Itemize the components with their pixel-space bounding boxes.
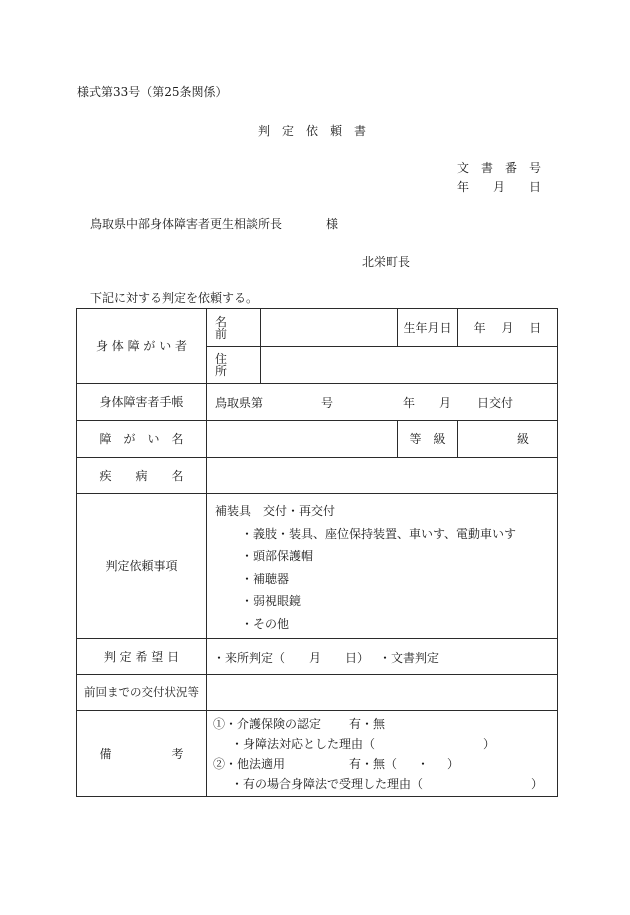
remarks-care-insurance: ①・介護保険の認定 [213, 717, 322, 731]
disease-row [77, 458, 558, 494]
request-item-assistive-device: 補装具 交付・再交付 [215, 504, 336, 518]
handbook-month: 月 [439, 396, 452, 410]
history-row [77, 675, 558, 711]
request-items-label: 判定依頼事項 [77, 494, 207, 639]
birth-date-label: 生年月日 [398, 309, 458, 347]
sender: 北栄町長 [362, 255, 411, 269]
birth-date-field[interactable]: 年 月 日 [458, 309, 558, 347]
document-title: 判 定 依 頼 書 [258, 124, 367, 138]
disease-name-field[interactable] [207, 458, 558, 494]
remarks-line-3 [213, 754, 557, 774]
issuance-history-field[interactable] [207, 675, 558, 711]
remarks-field[interactable] [207, 711, 558, 797]
handbook-label: 身体障害者手帳 [77, 384, 207, 421]
request-item-prosthesis: ・義肢・装具、座位保持装置、車いす、電動車いす [241, 526, 517, 541]
desired-date-field[interactable] [207, 639, 558, 675]
request-item-hearing-aid: ・補聴器 [241, 571, 290, 586]
request-row [77, 494, 558, 639]
disability-name-field[interactable] [207, 421, 398, 458]
grade-field[interactable] [458, 421, 558, 458]
remarks-other-law-separator: ・ [417, 757, 430, 771]
request-item-other: ・その他 [241, 616, 290, 631]
name-field[interactable] [261, 309, 398, 347]
addressee: 鳥取県中部身体障害者更生相談所長 [90, 217, 283, 231]
remarks-row [77, 711, 558, 797]
request-item-head-protector: ・頭部保護帽 [241, 549, 314, 564]
remarks-accepted-reason-label: ・有の場合身障法で受理した理由（ [231, 777, 424, 791]
desired-document-option: ・文書判定 [379, 651, 440, 665]
address-label: 住 所 [207, 347, 261, 384]
handbook-field[interactable] [207, 384, 558, 421]
handbook-row [77, 384, 558, 421]
remarks-line-2 [213, 734, 557, 754]
handbook-issued: 日交付 [477, 396, 514, 410]
desired-date-row [77, 639, 558, 675]
remarks-care-insurance-choice: 有・無 [349, 717, 386, 731]
remarks-label: 備 考 [77, 711, 207, 797]
disability-name-label: 障 が い 名 [77, 421, 207, 458]
honorific: 様 [326, 217, 339, 231]
remarks-other-law: ②・他法適用 [213, 757, 286, 771]
remarks-reason-label: ・身障法対応とした理由（ [231, 737, 376, 751]
desired-visit-option: ・来所判定（ 月 日） [213, 651, 370, 665]
disabled-person-label: 身 体 障 が い 者 [77, 309, 207, 384]
remarks-reason-close: ） [483, 737, 496, 751]
document-number-label: 文 書 番 号 [457, 161, 542, 175]
issuance-history-label: 前回までの交付状況等 [77, 675, 207, 711]
intro-text: 下記に対する判定を依頼する。 [90, 291, 259, 305]
desired-date-label: 判 定 希 望 日 [77, 639, 207, 675]
grade-label: 等 級 [398, 421, 458, 458]
address-field[interactable] [261, 347, 558, 384]
remarks-line-1 [213, 714, 557, 734]
request-form-table [76, 308, 558, 797]
handbook-year: 年 [403, 396, 416, 410]
name-label: 名 前 [207, 309, 261, 347]
disability-row [77, 421, 558, 458]
disease-name-label: 疾 病 名 [77, 458, 207, 494]
remarks-accepted-reason-close: ） [531, 777, 544, 791]
remarks-line-4 [213, 774, 557, 794]
remarks-other-law-close: ） [447, 757, 460, 771]
date-line: 年 月 日 [457, 180, 542, 194]
request-items-field[interactable] [207, 494, 558, 639]
request-item-low-vision-glasses: ・弱視眼鏡 [241, 594, 302, 609]
grade-suffix: 級 [516, 432, 529, 446]
handbook-number-suffix: 号 [321, 396, 334, 410]
form-number: 様式第33号（第25条関係） [77, 85, 228, 99]
name-row [77, 309, 558, 347]
handbook-prefix: 鳥取県第 [215, 396, 264, 410]
remarks-other-law-choice: 有・無（ [349, 757, 398, 771]
